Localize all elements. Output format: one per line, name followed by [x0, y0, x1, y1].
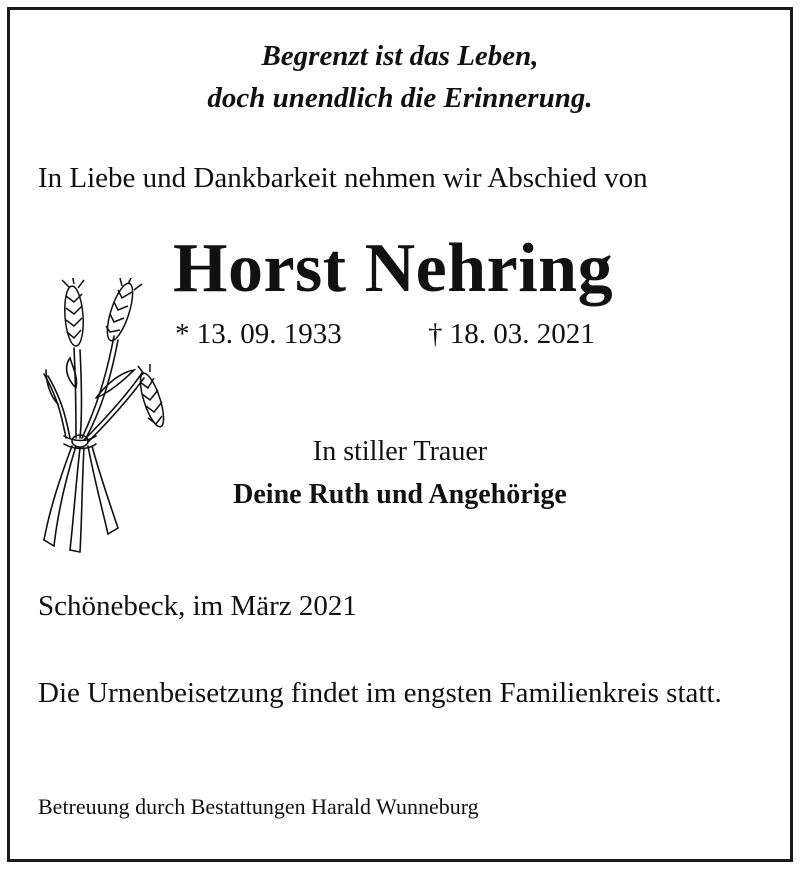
burial-info: Die Urnenbeisetzung findet im engsten Familienkreis statt. — [38, 677, 722, 709]
motto-line-1: Begrenzt ist das Leben, — [261, 40, 539, 72]
wheat-bundle-icon — [36, 278, 168, 556]
place-date: Schönebeck, im März 2021 — [38, 590, 357, 622]
birth-date: * 13. 09. 1933 — [175, 318, 342, 350]
deceased-name: Horst Nehring — [173, 230, 614, 307]
undertaker-credit: Betreuung durch Bestattungen Harald Wunneburg — [38, 794, 479, 819]
death-date: † 18. 03. 2021 — [428, 318, 595, 350]
intro-text: In Liebe und Dankbarkeit nehmen wir Abschied von — [38, 162, 648, 194]
motto-line-2: doch unendlich die Erinnerung. — [207, 82, 593, 114]
mourners-line-1: In stiller Trauer — [312, 436, 488, 467]
mourners-line-2: Deine Ruth und Angehörige — [233, 479, 567, 510]
